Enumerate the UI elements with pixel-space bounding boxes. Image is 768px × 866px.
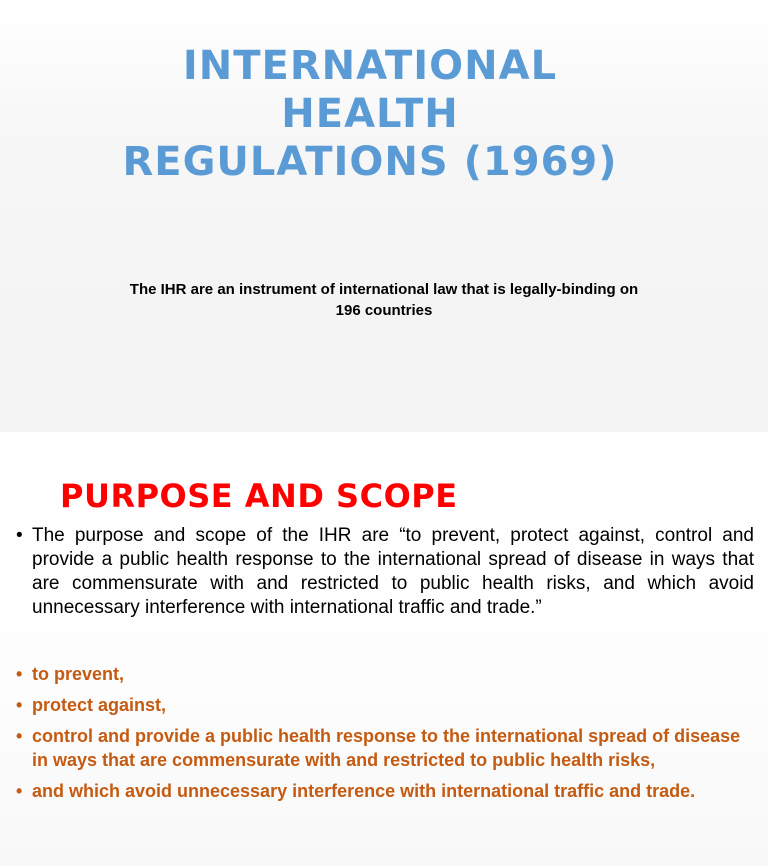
bullet-icon: • <box>16 695 23 715</box>
list-item <box>16 693 754 717</box>
bullet-icon: • <box>16 525 23 546</box>
slide-ihr-title <box>0 0 768 432</box>
title-line-2: HEALTH <box>281 91 459 137</box>
slide-subtitle: The IHR are an instrument of international law that is legally-binding on 196 countries <box>129 281 639 319</box>
title-line-1: INTERNATIONAL <box>182 43 558 89</box>
list-item <box>16 724 754 772</box>
bullet-text: The purpose and scope of the IHR are “to prevent, protect against, control and provide a public health response to the international spread of disease in ways that are commensurate with and restricted to public health risks, and which avoid unnecessary interference with international traffic and trade.” <box>32 525 754 618</box>
bullet-text: control and provide a public health response to the international spread of disease in ways that are commensurate with and restricted to public health risks, <box>32 726 741 770</box>
bullet-icon: • <box>16 726 23 746</box>
bullet-icon: • <box>16 781 23 801</box>
bullet-text: to prevent, <box>32 664 125 684</box>
slide-title: PURPOSE AND SCOPE <box>60 477 458 515</box>
list-item <box>16 524 754 620</box>
bullet-icon: • <box>16 664 23 684</box>
slide-title <box>60 42 680 186</box>
bullet-text: protect against, <box>32 695 167 715</box>
list-item <box>16 779 754 803</box>
main-bullet-list <box>16 524 754 620</box>
slide-purpose-scope <box>0 434 768 866</box>
bullet-text: and which avoid unnecessary interference with international traffic and trade. <box>32 781 696 801</box>
list-item <box>16 662 754 686</box>
title-line-3: REGULATIONS (1969) <box>122 139 618 185</box>
highlight-bullet-list <box>16 662 754 810</box>
